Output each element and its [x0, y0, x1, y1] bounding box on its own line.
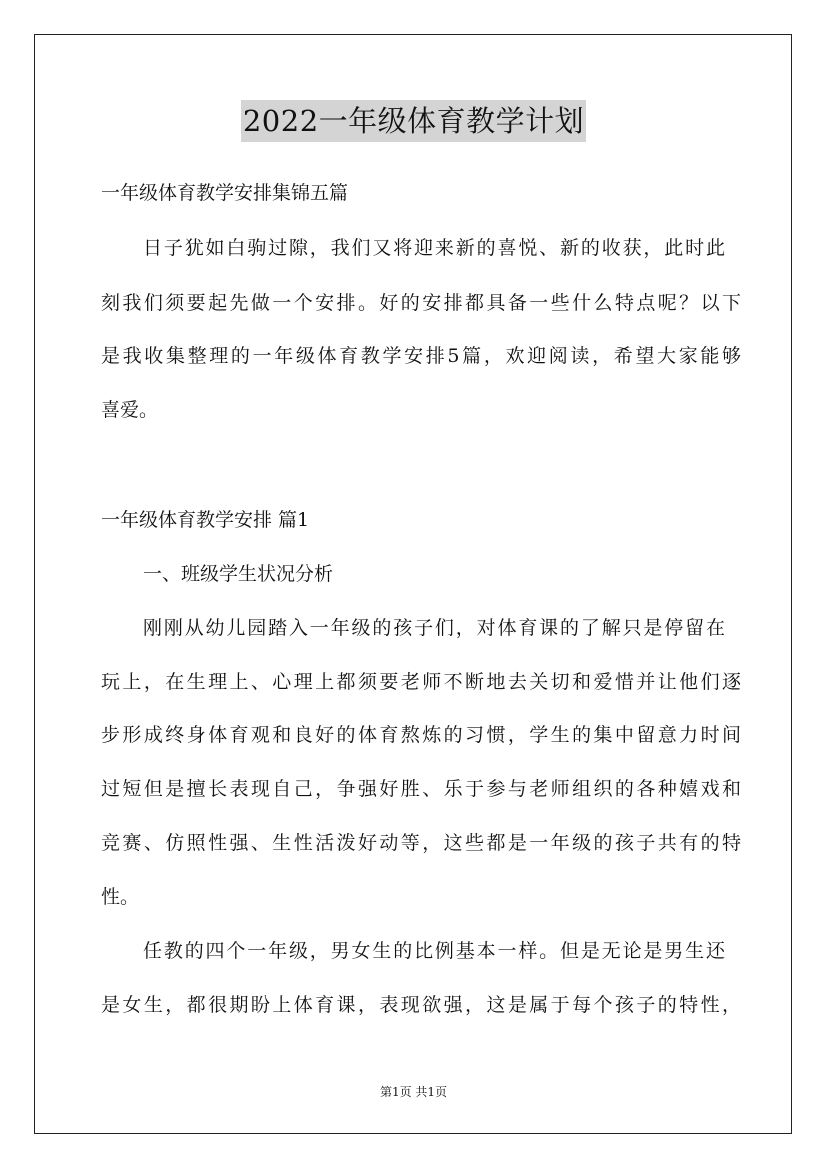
paragraph1-line-2: 玩上，在生理上、心理上都须要老师不断地去关切和爱惜并让他们逐: [101, 671, 741, 693]
paragraph1-line-5: 竞赛、仿照性强、生性活泼好动等，这些都是一年级的孩子共有的特: [101, 832, 741, 854]
title-container: [0, 100, 827, 142]
paragraph1-line-6: 性。: [101, 886, 140, 908]
paragraph1-line-1: 刚刚从幼儿园踏入一年级的孩子们，对体育课的了解只是停留在: [143, 617, 725, 639]
document-title: 2022一年级体育教学计划: [241, 100, 586, 142]
intro-line-4: 喜爱。: [101, 399, 159, 421]
paragraph1-line-4: 过短但是擅长表现自己，争强好胜、乐于参与老师组织的各种嬉戏和: [101, 778, 741, 800]
page-footer: 第1页 共1页: [379, 1085, 448, 1099]
intro-line-2: 刻我们须要起先做一个安排。好的安排都具备一些什么特点呢？以下: [101, 292, 741, 314]
section-heading: 一年级体育教学安排 篇1: [101, 509, 310, 531]
paragraph1-line-3: 步形成终身体育观和良好的体育熬炼的习惯，学生的集中留意力时间: [101, 724, 741, 746]
paragraph2-line-2: 是女生，都很期盼上体育课，表现欲强，这是属于每个孩子的特性，: [101, 994, 741, 1016]
intro-line-1: 日子犹如白驹过隙，我们又将迎来新的喜悦、新的收获，此时此: [143, 237, 725, 259]
paragraph2-line-1: 任教的四个一年级，男女生的比例基本一样。但是无论是男生还: [143, 940, 725, 962]
document-subtitle: 一年级体育教学安排集锦五篇: [101, 182, 349, 204]
subsection-heading: 一、班级学生状况分析: [143, 563, 334, 585]
intro-line-3: 是我收集整理的一年级体育教学安排5篇，欢迎阅读，希望大家能够: [101, 345, 741, 367]
